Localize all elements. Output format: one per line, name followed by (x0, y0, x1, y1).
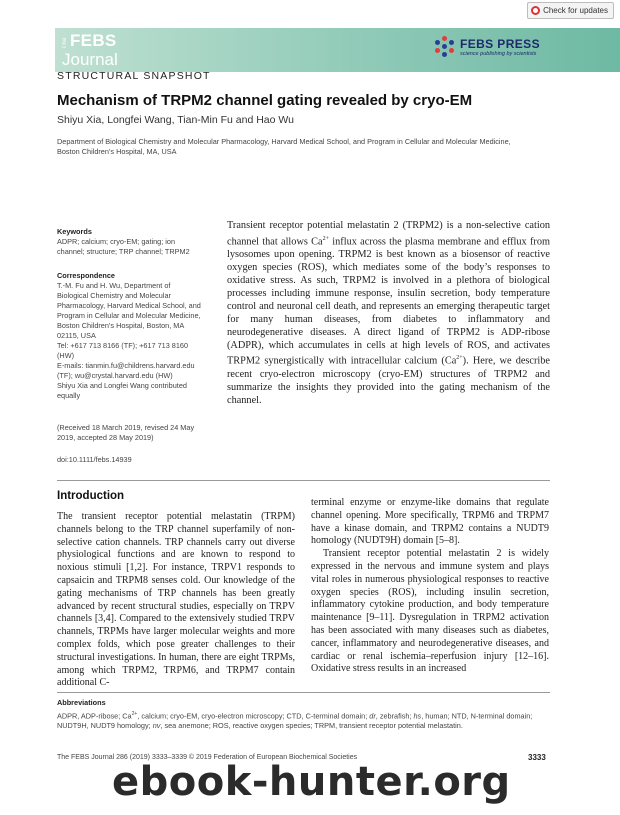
correspondence-line: Program in Cellular and Molecular Medicine, (57, 311, 201, 320)
abbr-part: , calcium; cryo-EM, cryo-electron microscopy; CTD, C-terminal domain; (137, 711, 370, 721)
abbreviations-heading: Abbreviations (57, 698, 106, 707)
body-paragraph: Transient receptor potential melastatin 2 is widely expressed in the nervous and immune system and plays vital roles in numerous physiological responses to reactive oxygen species (ROS), including insulin secretion, inflammatory cytokine production, and body temperature maintenance [9–11]. Dysregulation in TRPM2 activation has been associated with many diseases such as diabetes, cancer, inflammatory and neurodegenerative diseases, and cardiac or renal ischemia–reperfusion injury [12–16]. Oxidative stress results in an increased (311, 548, 549, 675)
doi-link[interactable]: doi:10.1111/febs.14939 (57, 455, 132, 464)
abbr-part: , zebrafish; (375, 711, 414, 721)
abbr-part: , sea anemone; ROS, reactive oxygen species; TRPM, transient receptor potential melastatin. (160, 721, 463, 731)
footer-citation: The FEBS Journal 286 (2019) 3333–3339 © 2019 Federation of European Biochemical Societies (57, 754, 358, 761)
divider (57, 480, 550, 481)
correspondence-line: 02115, USA (57, 331, 96, 340)
correspondence-block (57, 271, 212, 401)
section-label: STRUCTURAL SNAPSHOT (57, 70, 211, 82)
correspondence-line: T.-M. Fu and H. Wu, Department of (57, 281, 171, 290)
affiliation (57, 137, 557, 157)
abstract-superscript: 2+ (456, 355, 463, 362)
febs-press-mark-icon (434, 36, 456, 58)
abbr-part: , human; NTD, N-terminal domain; NUDT9H, NUDT9 homology; (57, 711, 533, 731)
abstract-text: ). Here, we describe recent cryo-electron microscopy (cryo-EM) structures of TRPM2 and summarize the insights they provided into the gating mechanism of the channel. (227, 355, 550, 406)
watermark: ebook-hunter.org (112, 759, 511, 805)
divider (57, 692, 550, 693)
abbr-superscript: 2+ (131, 711, 138, 717)
article-title: Mechanism of TRPM2 channel gating revealed by cryo-EM (57, 92, 473, 109)
abstract-text: Transient receptor potential melastatin 2 (TRPM2) is a non-selective cation channel that allows Ca (227, 220, 550, 248)
publisher-logo (434, 36, 540, 58)
introduction-heading: Introduction (57, 490, 125, 502)
correspondence-line: Tel: +617 713 8166 (TF); +617 713 8160 (57, 341, 189, 350)
body-paragraph: terminal enzyme or enzyme-like domains that regulate channel opening. More specifically, TRPM6 and TRPM7 have a kinase domain, and TRPM2 contains a NUDT9 homology (NUDT9H) domain [5–8]. (311, 497, 549, 547)
journal-logo-the: The (62, 37, 68, 49)
abbr-italic: nv (152, 721, 161, 731)
correspondence-line: Boston Children’s Hospital, Boston, MA (57, 321, 185, 330)
keywords-line: channel; structure; TRP channel; TRPM2 (57, 247, 190, 256)
correspondence-line[interactable]: E-mails: tianmin.fu@childrens.harvard.edu (57, 361, 195, 370)
correspondence-line: Shiyu Xia and Longfei Wang contributed (57, 381, 187, 390)
abbr-part: ADPR, ADP-ribose; Ca (57, 711, 132, 721)
correspondence-line: (HW) (57, 351, 75, 360)
publisher-tagline: science publishing by scientists (459, 51, 537, 57)
affiliation-line: Department of Biological Chemistry and Molecular Pharmacology, Harvard Medical School, and Program in Cellular and Molecular Medicine, (57, 137, 511, 146)
received-dates (57, 423, 212, 443)
journal-logo-febs: FEBS (70, 31, 117, 50)
correspondence-line: equally (57, 391, 81, 400)
abstract (227, 220, 550, 408)
body-column-right (311, 497, 549, 676)
page-number: 3333 (528, 753, 546, 762)
keywords-block (57, 227, 212, 257)
abbr-italic: dr (369, 711, 376, 721)
article-authors: Shiyu Xia, Longfei Wang, Tian-Min Fu and Hao Wu (57, 114, 294, 126)
publisher-name: FEBS PRESS (459, 37, 540, 51)
abstract-superscript: 2+ (322, 235, 329, 242)
check-updates-icon (531, 6, 540, 15)
correspondence-heading: Correspondence (57, 271, 115, 280)
check-updates-label: Check for updates (543, 6, 608, 15)
received-line: (Received 18 March 2019, revised 24 May (57, 423, 195, 432)
abstract-text: influx across the plasma membrane and efflux from lysosomes upon opening. TRPM2 is best known as a biosensor of reactive oxygen species (ROS), which mediates some of the body’s responses to oxidative stress. As such, TRPM2 is involved in a plethora of biological processes including immune response, insulin secretion, body temperature control and neuronal cell death, and represents an emerging therapeutic target for many human diseases, from diabetes to inflammatory and neurodegenerative diseases. A direct ligand of TRPM2 is ADP-ribose (ADPR), which accumulates in cells at high levels of ROS, and activates TRPM2 synergistically with intracellular calcium (Ca (227, 236, 550, 367)
keywords-line: ADPR; calcium; cryo-EM; gating; ion (57, 237, 176, 246)
correspondence-line: Pharmacology, Harvard Medical School, and (57, 301, 201, 310)
correspondence-line: Biological Chemistry and Molecular (57, 291, 171, 300)
keywords-heading: Keywords (57, 227, 92, 236)
journal-logo-name: Journal (62, 50, 118, 69)
check-for-updates-button[interactable] (527, 2, 614, 19)
received-line: 2019, accepted 28 May 2019) (57, 433, 154, 442)
body-column-left: The transient receptor potential melastatin (TRPM) channels belong to the TRP channel superfamily of non-selective cation channels. TRP channels carry out diverse physiological functions and are known to respond to noxious stimuli [1,2]. For instance, TRPV1 responds to capsaicin and TRPM8 senses cold. Our knowledge of the gating mechanisms of TRP channels has been greatly advanced by recent structural studies, especially on TRPV channels [3,4]. Compared to the extensively studied TRPV channels, TRPMs have larger molecular weights and more complex folds, which pose greater challenges to their structural investigations. In human, there are eight TRPMs, among which TRPM2, TRPM6, and TRPM7 contain additional C- (57, 511, 295, 689)
affiliation-line: Boston Children’s Hospital, MA, USA (57, 147, 177, 156)
correspondence-line[interactable]: (TF); wu@crystal.harvard.edu (HW) (57, 371, 173, 380)
abbreviations-text (57, 709, 550, 731)
abbr-italic: hs (413, 711, 422, 721)
